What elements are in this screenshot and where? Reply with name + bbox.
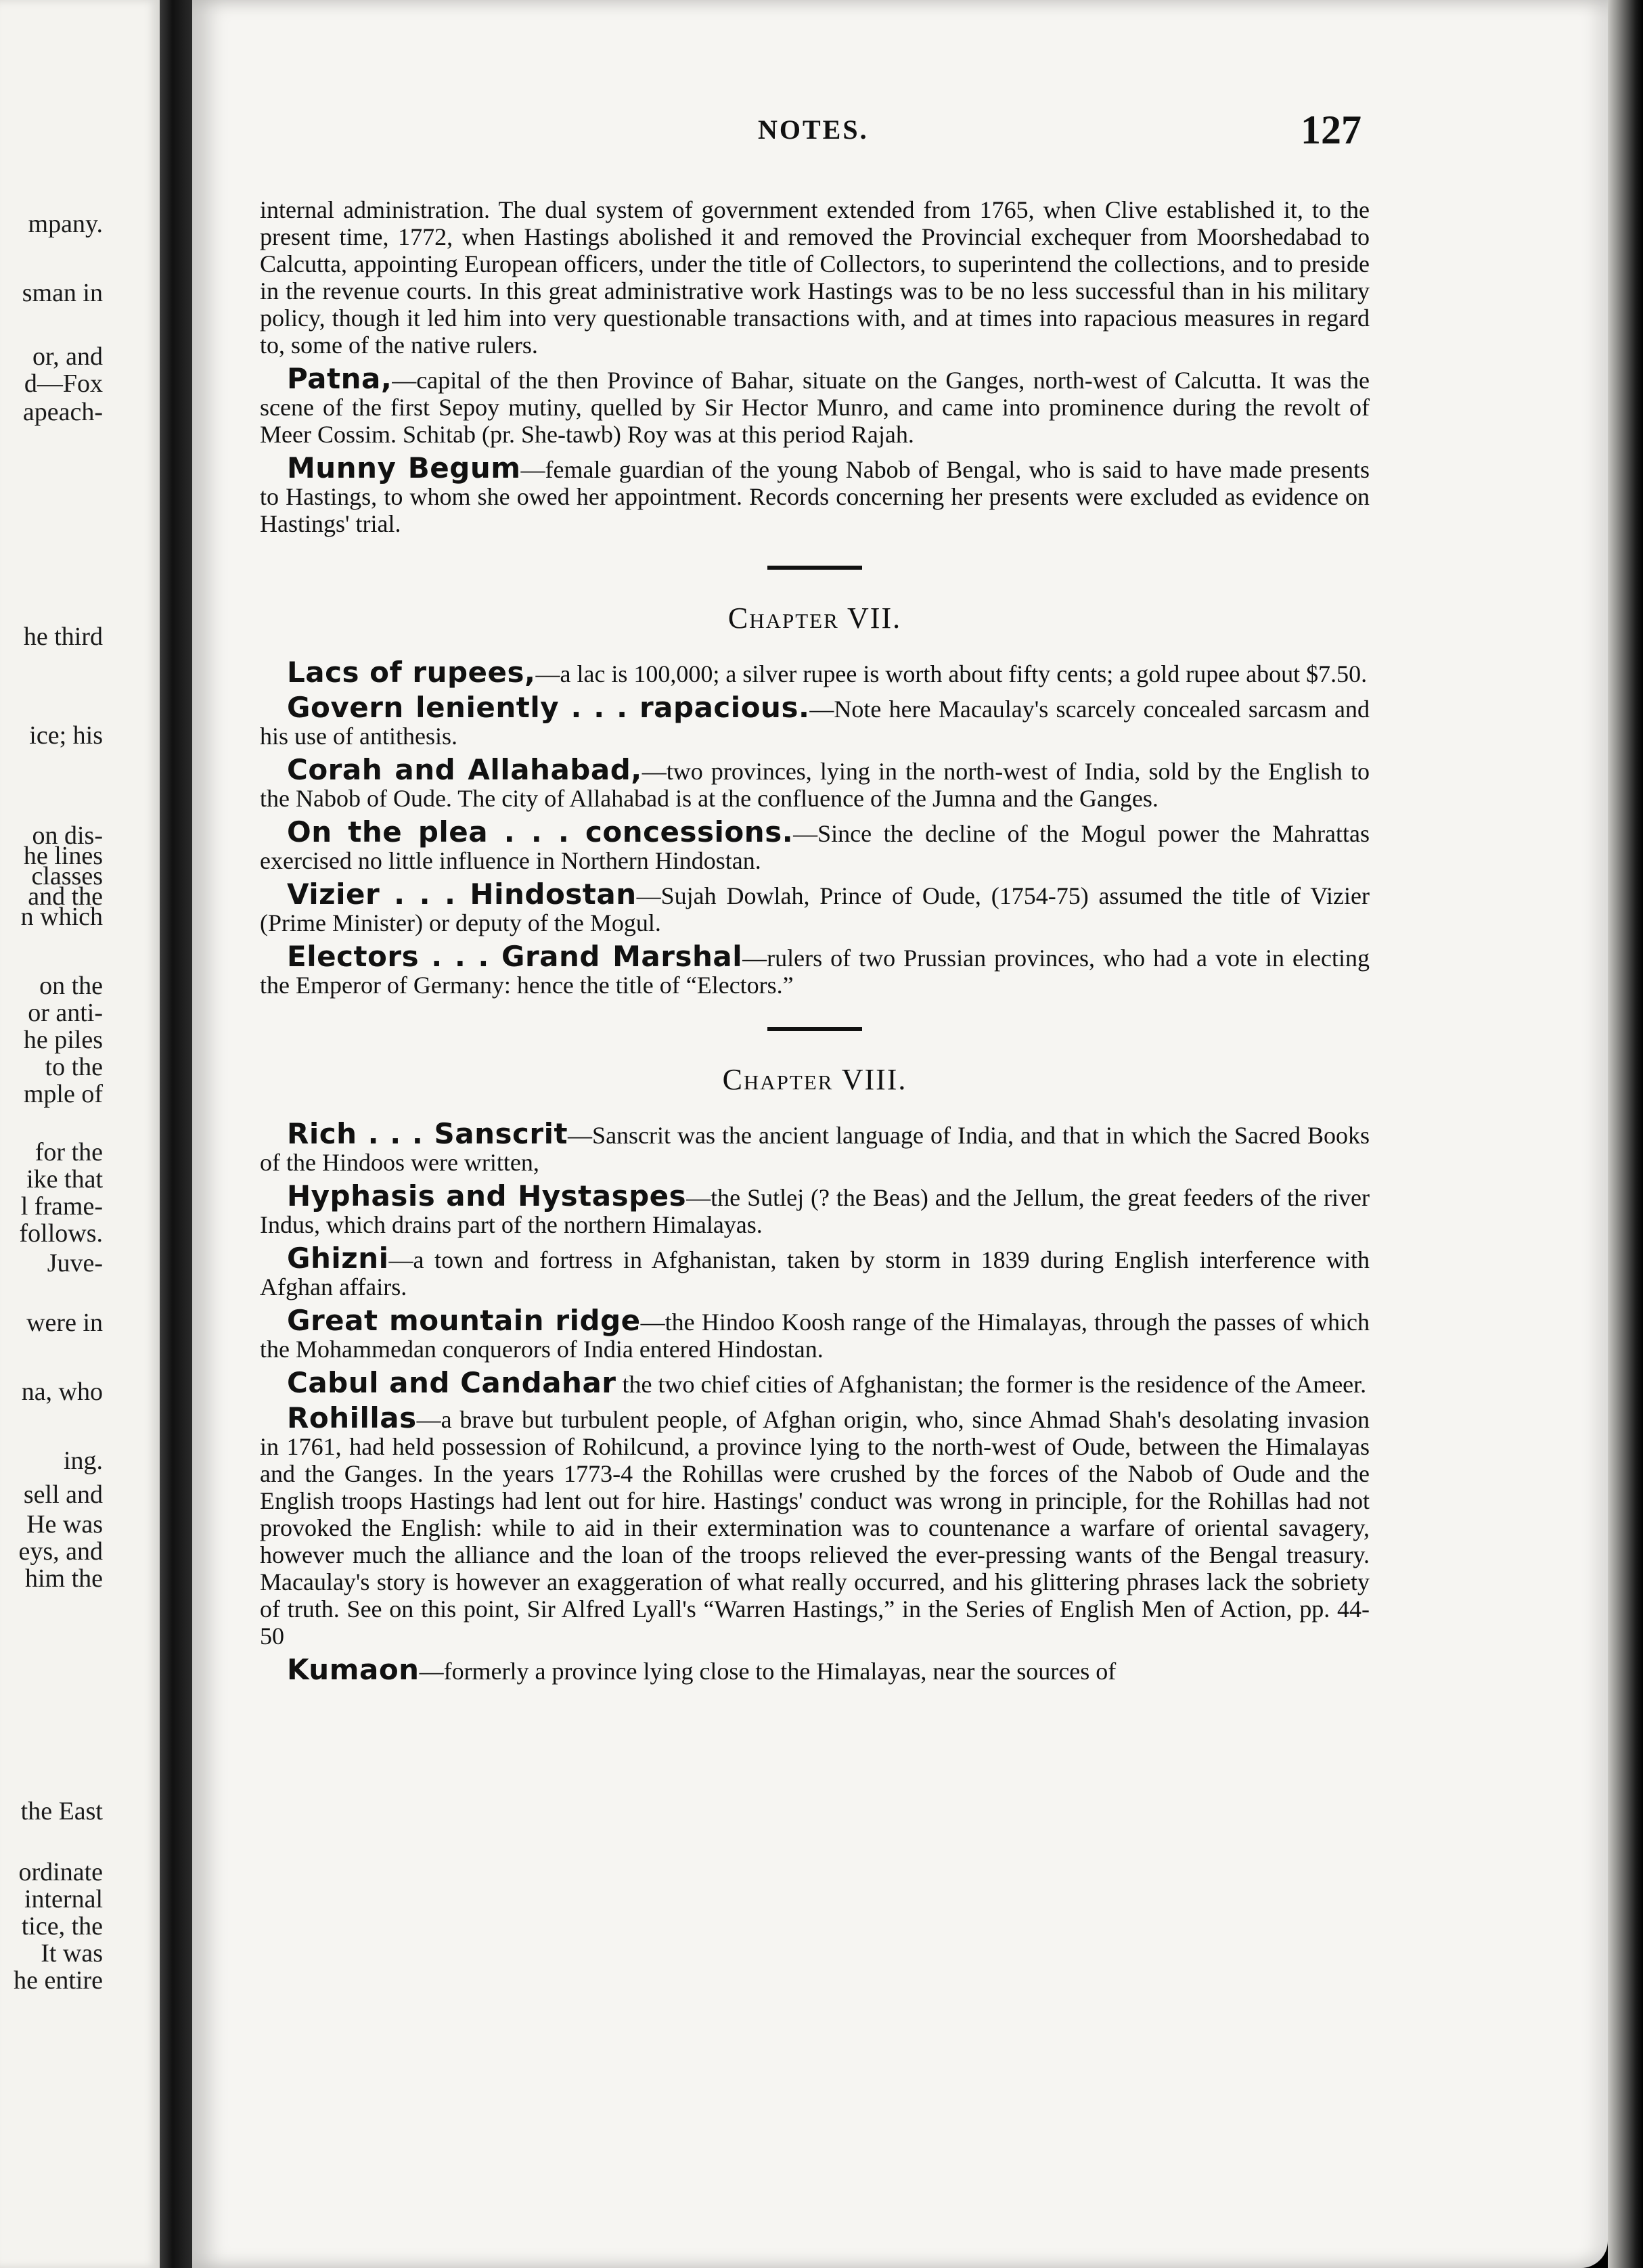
note-text: the two chief cities of Afghanistan; the former is the residence of the Ameer. (616, 1371, 1367, 1398)
chapter-7-notes (260, 656, 1370, 999)
note-text: —Sanscrit was the ancient language of India, and that in which the Sacred Books of the Hindoos were written, (260, 1122, 1370, 1176)
left-page-line: he piles (23, 1026, 103, 1054)
section-divider (767, 566, 862, 570)
note-entry (260, 656, 1370, 689)
running-header: NOTES. (758, 114, 869, 145)
note-text: —capital of the then Province of Bahar, situate on the Ganges, north-west of Calcutta. It was the scene of the first Sepoy mutiny, quelled by Sir Hector Munro, and came into prominence during the revolt of Meer Cossim. Schitab (pr. She-tawb) Roy was at this period Rajah. (260, 367, 1370, 448)
left-page-line: He was (26, 1510, 103, 1539)
left-page-line: eys, and (18, 1537, 103, 1566)
chapter-8-notes (260, 1117, 1370, 1686)
left-page-line: ordinate (18, 1858, 103, 1886)
left-page-line: he entire (14, 1966, 103, 1995)
left-page-line: to the (45, 1053, 103, 1081)
note-term: Great mountain ridge (287, 1304, 641, 1337)
note-term: Patna, (287, 362, 392, 395)
book-gutter (160, 0, 192, 2268)
left-page-line: sell and (23, 1480, 103, 1509)
left-page-line: he third (23, 622, 103, 651)
left-page-line: ice; his (29, 721, 103, 750)
note-text: —two provinces, lying in the north-west of India, sold by the English to the Nabob of Oude. The city of Allahabad is at the confluence of the Jumna and the Ganges. (260, 758, 1370, 812)
note-term: Munny Begum (287, 451, 521, 484)
left-page-line: or anti- (28, 999, 103, 1027)
note-term: Kumaon (287, 1653, 420, 1686)
left-page-line: on the (39, 972, 103, 1000)
pre-chapter-notes (260, 362, 1370, 537)
left-page-line: him the (24, 1564, 103, 1593)
left-page-line: d—Fox (24, 369, 103, 398)
left-page-line: It was (41, 1939, 103, 1968)
note-entry (260, 878, 1370, 936)
left-page-text-column (0, 0, 160, 2268)
left-page-line: were in (26, 1309, 103, 1337)
note-term: Govern leniently . . . rapacious. (287, 691, 810, 724)
note-term: Hyphasis and Hystaspes (287, 1179, 687, 1212)
note-text: —a lac is 100,000; a silver rupee is worth about fifty cents; a gold rupee about $7.50. (535, 660, 1368, 687)
chapter-label: Chapter (727, 602, 839, 635)
note-text: —Since the decline of the Mogul power the Mahrattas exercised no little influence in Northern Hindostan. (260, 820, 1370, 874)
note-entry (260, 1401, 1370, 1650)
left-page-line: and the (28, 882, 103, 911)
chapter-heading-8 (260, 1063, 1370, 1096)
left-page-line: apeach- (22, 398, 103, 426)
page-number: 127 (1301, 108, 1361, 152)
left-page-line: the East (20, 1797, 103, 1825)
chapter-numeral: VIII. (841, 1063, 907, 1096)
note-text: —Sujah Dowlah, Prince of Oude, (1754-75) assumed the title of Vizier (Prime Minister) or deputy of the Mogul. (260, 882, 1370, 936)
note-text: —Note here Macaulay's scarcely concealed sarcasm and his use of antithesis. (260, 696, 1370, 750)
note-entry (260, 815, 1370, 874)
note-term: Rich . . . Sanscrit (287, 1117, 568, 1150)
left-page-line: he lines (23, 842, 103, 870)
note-term: Rohillas (287, 1401, 417, 1434)
chapter-heading-7 (260, 602, 1370, 635)
note-text: —female guardian of the young Nabob of Bengal, who is said to have made presents to Hastings, to whom she owed her appointment. Records concerning her presents were excluded as evidence on Hastings' trial. (260, 456, 1370, 537)
note-entry (260, 1304, 1370, 1363)
left-page-line: mple of (23, 1080, 103, 1108)
note-text: —a brave but turbulent people, of Afghan origin, who, since Ahmad Shah's desolating invasion in 1761, had held possession of Rohilcund, a province lying to the north-west of Oude, between the Himalayas and the Ganges. In the years 1773-4 the Rohillas were crushed by the forces of the Nabob of Oude and the English troops Hastings had lent out for hire. Hastings' conduct was wrong in principle, for the Rohillas had not provoked the English: while to aid in their extermination was to countenance a warfare of oriental savagery, however much the alliance and the loan of the troops relieved the ever-pressing wants of the Bengal treasury. Macaulay's story is however an exaggeration of what really occurred, and his glittering phrases lack the sobriety of truth. See on this point, Sir Alfred Lyall's “Warren Hastings,” in the Series of English Men of Action, pp. 44-50 (260, 1406, 1370, 1650)
note-entry (260, 1117, 1370, 1176)
left-page-line: on dis- (32, 821, 103, 850)
note-entry (260, 1179, 1370, 1238)
left-page-line: n which (20, 903, 103, 931)
left-page-line: tice, the (21, 1912, 103, 1941)
note-text: —the Sutlej (? the Beas) and the Jellum, the great feeders of the river Indus, which drains part of the northern Himalayas. (260, 1184, 1370, 1238)
left-page-line: ike that (26, 1165, 103, 1194)
left-page-line: or, and (32, 342, 103, 371)
note-entry (260, 362, 1370, 448)
note-entry (260, 940, 1370, 999)
chapter-label: Chapter (722, 1063, 834, 1096)
left-page-line: mpany. (28, 210, 103, 238)
note-text: —formerly a province lying close to the Himalayas, near the sources of (419, 1658, 1117, 1685)
left-page-line: na, who (21, 1378, 103, 1406)
note-entry (260, 1366, 1370, 1399)
chapter-numeral: VII. (847, 602, 902, 635)
left-page-line: Juve- (47, 1249, 103, 1277)
note-term: Ghizni (287, 1242, 389, 1275)
note-term: Vizier . . . Hindostan (287, 878, 637, 911)
left-page-line: classes (31, 862, 103, 890)
section-divider (767, 1027, 862, 1031)
left-page-line: for the (35, 1138, 103, 1166)
note-term: On the plea . . . concessions. (287, 815, 794, 848)
note-term: Cabul and Candahar (287, 1366, 616, 1399)
note-entry (260, 753, 1370, 812)
page-body (260, 196, 1370, 1692)
left-page-line: ing. (63, 1447, 103, 1475)
left-page-line: l frame- (20, 1192, 103, 1221)
note-entry (260, 451, 1370, 537)
note-text: —a town and fortress in Afghanistan, taken by storm in 1839 during English interference with Afghan affairs. (260, 1246, 1370, 1300)
note-entry (260, 1242, 1370, 1300)
note-term: Lacs of rupees, (287, 656, 536, 689)
note-term: Electors . . . Grand Marshal (287, 940, 743, 973)
left-page-line: sman in (22, 279, 103, 307)
left-facing-page (0, 0, 160, 2268)
note-text: —rulers of two Prussian provinces, who had a vote in electing the Emperor of Germany: hence the title of “Electors.” (260, 945, 1370, 999)
note-entry (260, 691, 1370, 750)
intro-paragraph: internal administration. The dual system of government extended from 1765, when Clive established it, to the present time, 1772, when Hastings abolished it and removed the Provincial exchequer from Moorshedabad to Calcutta, appointing European officers, under the title of Collectors, to superintend the collections, and to preside in the revenue courts. In this great administrative work Hastings was to be no less successful than in his military policy, though it led him into very questionable transactions with, and at times into rapacious measures in regard to, some of the native rulers. (260, 196, 1370, 359)
note-text: —the Hindoo Koosh range of the Himalayas, through the passes of which the Mohammedan conquerors of India entered Hindostan. (260, 1309, 1370, 1363)
left-page-line: follows. (19, 1219, 103, 1248)
page-edge-shadow (1608, 0, 1643, 2268)
note-term: Corah and Allahabad, (287, 753, 642, 786)
left-page-line: internal (24, 1885, 103, 1913)
note-entry (260, 1653, 1370, 1686)
